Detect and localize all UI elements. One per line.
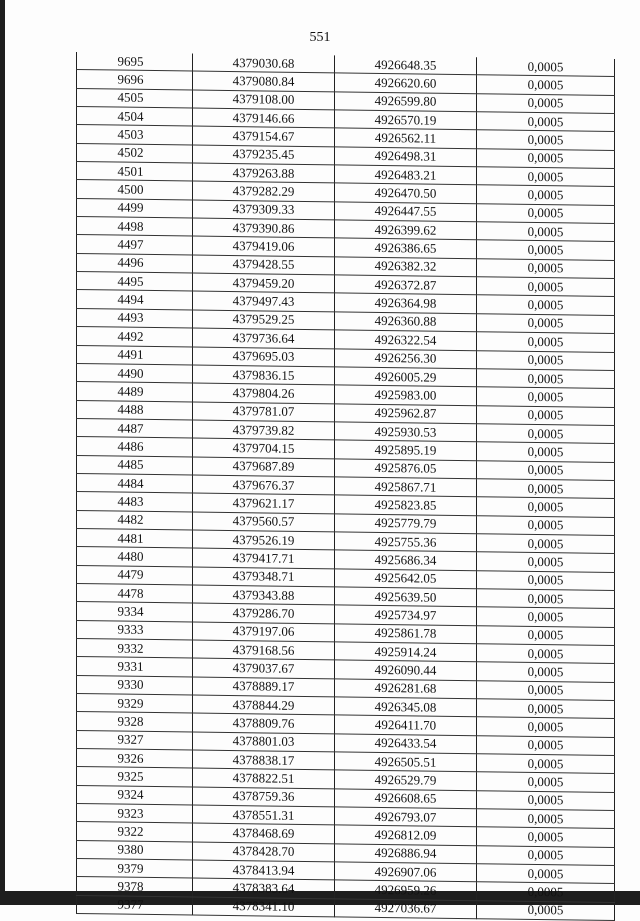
y-coordinate-cell: 4926608.65: [335, 789, 477, 809]
point-number-cell: 9324: [77, 785, 193, 805]
page-number: 551: [309, 30, 331, 45]
point-number-cell: 9377: [77, 895, 193, 915]
y-coordinate-cell: 4926399.62: [335, 220, 477, 240]
x-coordinate-cell: 4379836.15: [193, 365, 335, 385]
x-coordinate-cell: 4378383.64: [193, 878, 335, 898]
tolerance-cell: 0,0005: [477, 662, 615, 682]
y-coordinate-cell: 4926372.87: [335, 275, 477, 295]
x-coordinate-cell: 4379037.67: [193, 658, 335, 678]
x-coordinate-cell: 4379390.86: [193, 218, 335, 238]
point-number-cell: 4483: [77, 492, 193, 512]
point-number-cell: 4482: [77, 510, 193, 530]
tolerance-cell: 0,0005: [477, 387, 615, 407]
tolerance-cell: 0,0005: [477, 772, 615, 792]
y-coordinate-cell: 4926907.06: [335, 862, 477, 882]
coordinates-table: [76, 52, 615, 921]
y-coordinate-cell: 4925823.85: [335, 495, 477, 515]
tolerance-cell: 0,0005: [477, 405, 615, 425]
y-coordinate-cell: 4926447.55: [335, 202, 477, 222]
coordinates-table-wrapper: [76, 52, 614, 921]
x-coordinate-cell: 4378801.03: [193, 732, 335, 752]
tolerance-cell: 0,0005: [477, 203, 615, 223]
y-coordinate-cell: 4925755.36: [335, 532, 477, 552]
point-number-cell: 4495: [77, 272, 193, 292]
y-coordinate-cell: 4925983.00: [335, 385, 477, 405]
point-number-cell: 9322: [77, 822, 193, 842]
y-coordinate-cell: 4926256.30: [335, 348, 477, 368]
tolerance-cell: 0,0005: [477, 625, 615, 645]
tolerance-cell: 0,0005: [477, 350, 615, 370]
y-coordinate-cell: 4926470.50: [335, 183, 477, 203]
y-coordinate-cell: 4926386.65: [335, 238, 477, 258]
tolerance-cell: 0,0005: [477, 112, 615, 132]
tolerance-cell: 0,0005: [477, 75, 615, 95]
tolerance-cell: 0,0005: [477, 442, 615, 462]
tolerance-cell: 0,0005: [477, 130, 615, 150]
point-number-cell: 4502: [77, 143, 193, 163]
point-number-cell: 9326: [77, 749, 193, 769]
y-coordinate-cell: 4926345.08: [335, 697, 477, 717]
point-number-cell: 4480: [77, 547, 193, 567]
y-coordinate-cell: 4926648.35: [335, 55, 477, 75]
x-coordinate-cell: 4379146.66: [193, 108, 335, 128]
x-coordinate-cell: 4379154.67: [193, 126, 335, 146]
x-coordinate-cell: 4379343.88: [193, 585, 335, 605]
point-number-cell: 4491: [77, 345, 193, 365]
point-number-cell: 4486: [77, 437, 193, 457]
point-number-cell: 9332: [77, 639, 193, 659]
tolerance-cell: 0,0005: [477, 699, 615, 719]
point-number-cell: 9696: [77, 70, 193, 90]
tolerance-cell: 0,0005: [477, 735, 615, 755]
point-number-cell: 4497: [77, 235, 193, 255]
tolerance-cell: 0,0005: [477, 479, 615, 499]
y-coordinate-cell: 4926570.19: [335, 110, 477, 130]
point-number-cell: 4500: [77, 180, 193, 200]
tolerance-cell: 0,0005: [477, 790, 615, 810]
point-number-cell: 4505: [77, 88, 193, 108]
x-coordinate-cell: 4378844.29: [193, 695, 335, 715]
point-number-cell: 4485: [77, 455, 193, 475]
tolerance-cell: 0,0005: [477, 314, 615, 334]
x-coordinate-cell: 4378341.10: [193, 897, 335, 917]
x-coordinate-cell: 4379428.55: [193, 255, 335, 275]
y-coordinate-cell: 4926281.68: [335, 679, 477, 699]
tolerance-cell: 0,0005: [477, 332, 615, 352]
point-number-cell: 9329: [77, 694, 193, 714]
point-number-cell: 4496: [77, 253, 193, 273]
x-coordinate-cell: 4378809.76: [193, 713, 335, 733]
x-coordinate-cell: 4379108.00: [193, 90, 335, 110]
x-coordinate-cell: 4378889.17: [193, 677, 335, 697]
x-coordinate-cell: 4379676.37: [193, 475, 335, 495]
x-coordinate-cell: 4379286.70: [193, 603, 335, 623]
y-coordinate-cell: 4926562.11: [335, 128, 477, 148]
y-coordinate-cell: 4925930.53: [335, 422, 477, 442]
tolerance-cell: 0,0005: [477, 754, 615, 774]
point-number-cell: 9331: [77, 657, 193, 677]
tolerance-cell: 0,0005: [477, 570, 615, 590]
point-number-cell: 9330: [77, 675, 193, 695]
y-coordinate-cell: 4925779.79: [335, 513, 477, 533]
y-coordinate-cell: 4926498.31: [335, 147, 477, 167]
point-number-cell: 9378: [77, 877, 193, 897]
y-coordinate-cell: 4926793.07: [335, 807, 477, 827]
y-coordinate-cell: 4925876.05: [335, 458, 477, 478]
point-number-cell: 9379: [77, 859, 193, 879]
y-coordinate-cell: 4925734.97: [335, 605, 477, 625]
tolerance-cell: 0,0005: [477, 846, 615, 866]
x-coordinate-cell: 4379235.45: [193, 145, 335, 165]
x-coordinate-cell: 4379781.07: [193, 402, 335, 422]
x-coordinate-cell: 4379526.19: [193, 530, 335, 550]
x-coordinate-cell: 4378759.36: [193, 787, 335, 807]
point-number-cell: 9380: [77, 840, 193, 860]
tolerance-cell: 0,0005: [477, 589, 615, 609]
x-coordinate-cell: 4379168.56: [193, 640, 335, 660]
y-coordinate-cell: 4926483.21: [335, 165, 477, 185]
y-coordinate-cell: 4927036.67: [335, 899, 477, 919]
point-number-cell: 4499: [77, 198, 193, 218]
tolerance-cell: 0,0005: [477, 369, 615, 389]
y-coordinate-cell: 4925642.05: [335, 569, 477, 589]
point-number-cell: 4481: [77, 528, 193, 548]
y-coordinate-cell: 4926364.98: [335, 293, 477, 313]
x-coordinate-cell: 4379080.84: [193, 71, 335, 91]
y-coordinate-cell: 4926529.79: [335, 770, 477, 790]
tolerance-cell: 0,0005: [477, 240, 615, 260]
x-coordinate-cell: 4379695.03: [193, 347, 335, 367]
point-number-cell: 4478: [77, 583, 193, 603]
coordinates-table-body: [77, 52, 615, 921]
tolerance-cell: 0,0005: [477, 680, 615, 700]
point-number-cell: 4489: [77, 382, 193, 402]
x-coordinate-cell: 4378468.69: [193, 823, 335, 843]
tolerance-cell: 0,0005: [477, 424, 615, 444]
x-coordinate-cell: 4379263.88: [193, 163, 335, 183]
x-coordinate-cell: 4379309.33: [193, 200, 335, 220]
point-number-cell: 9323: [77, 804, 193, 824]
y-coordinate-cell: 4926433.54: [335, 734, 477, 754]
y-coordinate-cell: 4925962.87: [335, 403, 477, 423]
scan-left-border: [0, 0, 5, 905]
tolerance-cell: 0,0005: [477, 644, 615, 664]
x-coordinate-cell: 4378413.94: [193, 860, 335, 880]
tolerance-cell: 0,0005: [477, 222, 615, 242]
y-coordinate-cell: 4926886.94: [335, 844, 477, 864]
tolerance-cell: 0,0005: [477, 901, 615, 921]
point-number-cell: 4494: [77, 290, 193, 310]
y-coordinate-cell: 4925639.50: [335, 587, 477, 607]
point-number-cell: 4488: [77, 400, 193, 420]
point-number-cell: 4504: [77, 107, 193, 127]
point-number-cell: 4484: [77, 473, 193, 493]
y-coordinate-cell: 4925867.71: [335, 477, 477, 497]
y-coordinate-cell: 4925895.19: [335, 440, 477, 460]
point-number-cell: 9328: [77, 712, 193, 732]
x-coordinate-cell: 4379804.26: [193, 383, 335, 403]
x-coordinate-cell: 4379739.82: [193, 420, 335, 440]
x-coordinate-cell: 4379736.64: [193, 328, 335, 348]
x-coordinate-cell: 4379621.17: [193, 493, 335, 513]
tolerance-cell: 0,0005: [477, 148, 615, 168]
x-coordinate-cell: 4379348.71: [193, 567, 335, 587]
point-number-cell: 4493: [77, 308, 193, 328]
point-number-cell: 4492: [77, 327, 193, 347]
y-coordinate-cell: 4926812.09: [335, 825, 477, 845]
x-coordinate-cell: 4379497.43: [193, 291, 335, 311]
y-coordinate-cell: 4925861.78: [335, 624, 477, 644]
x-coordinate-cell: 4379529.25: [193, 310, 335, 330]
tolerance-cell: 0,0005: [477, 277, 615, 297]
y-coordinate-cell: 4926090.44: [335, 660, 477, 680]
point-number-cell: 4503: [77, 125, 193, 145]
y-coordinate-cell: 4926005.29: [335, 367, 477, 387]
x-coordinate-cell: 4378822.51: [193, 768, 335, 788]
y-coordinate-cell: 4926382.32: [335, 257, 477, 277]
y-coordinate-cell: 4926959.26: [335, 880, 477, 900]
y-coordinate-cell: 4926411.70: [335, 715, 477, 735]
x-coordinate-cell: 4378428.70: [193, 842, 335, 862]
point-number-cell: 4498: [77, 217, 193, 237]
x-coordinate-cell: 4378838.17: [193, 750, 335, 770]
point-number-cell: 9325: [77, 767, 193, 787]
point-number-cell: 9327: [77, 730, 193, 750]
x-coordinate-cell: 4379282.29: [193, 181, 335, 201]
tolerance-cell: 0,0005: [477, 57, 615, 77]
y-coordinate-cell: 4925686.34: [335, 550, 477, 570]
x-coordinate-cell: 4379417.71: [193, 548, 335, 568]
x-coordinate-cell: 4379459.20: [193, 273, 335, 293]
tolerance-cell: 0,0005: [477, 259, 615, 279]
y-coordinate-cell: 4926505.51: [335, 752, 477, 772]
tolerance-cell: 0,0005: [477, 827, 615, 847]
point-number-cell: 9695: [77, 52, 193, 71]
point-number-cell: 4490: [77, 363, 193, 383]
tolerance-cell: 0,0005: [477, 552, 615, 572]
x-coordinate-cell: 4379030.68: [193, 54, 335, 74]
tolerance-cell: 0,0005: [477, 167, 615, 187]
point-number-cell: 4487: [77, 418, 193, 438]
tolerance-cell: 0,0005: [477, 295, 615, 315]
point-number-cell: 4479: [77, 565, 193, 585]
tolerance-cell: 0,0005: [477, 93, 615, 113]
tolerance-cell: 0,0005: [477, 809, 615, 829]
y-coordinate-cell: 4926322.54: [335, 330, 477, 350]
x-coordinate-cell: 4379419.06: [193, 236, 335, 256]
tolerance-cell: 0,0005: [477, 460, 615, 480]
point-number-cell: 9333: [77, 620, 193, 640]
x-coordinate-cell: 4379687.89: [193, 457, 335, 477]
tolerance-cell: 0,0005: [477, 717, 615, 737]
tolerance-cell: 0,0005: [477, 607, 615, 627]
x-coordinate-cell: 4379197.06: [193, 622, 335, 642]
tolerance-cell: 0,0005: [477, 497, 615, 517]
y-coordinate-cell: 4925914.24: [335, 642, 477, 662]
tolerance-cell: 0,0005: [477, 882, 615, 902]
x-coordinate-cell: 4379704.15: [193, 438, 335, 458]
tolerance-cell: 0,0005: [477, 515, 615, 535]
y-coordinate-cell: 4926599.80: [335, 92, 477, 112]
x-coordinate-cell: 4379560.57: [193, 512, 335, 532]
point-number-cell: 4501: [77, 162, 193, 182]
y-coordinate-cell: 4926620.60: [335, 73, 477, 93]
point-number-cell: 9334: [77, 602, 193, 622]
tolerance-cell: 0,0005: [477, 534, 615, 554]
tolerance-cell: 0,0005: [477, 185, 615, 205]
y-coordinate-cell: 4926360.88: [335, 312, 477, 332]
x-coordinate-cell: 4378551.31: [193, 805, 335, 825]
tolerance-cell: 0,0005: [477, 864, 615, 884]
